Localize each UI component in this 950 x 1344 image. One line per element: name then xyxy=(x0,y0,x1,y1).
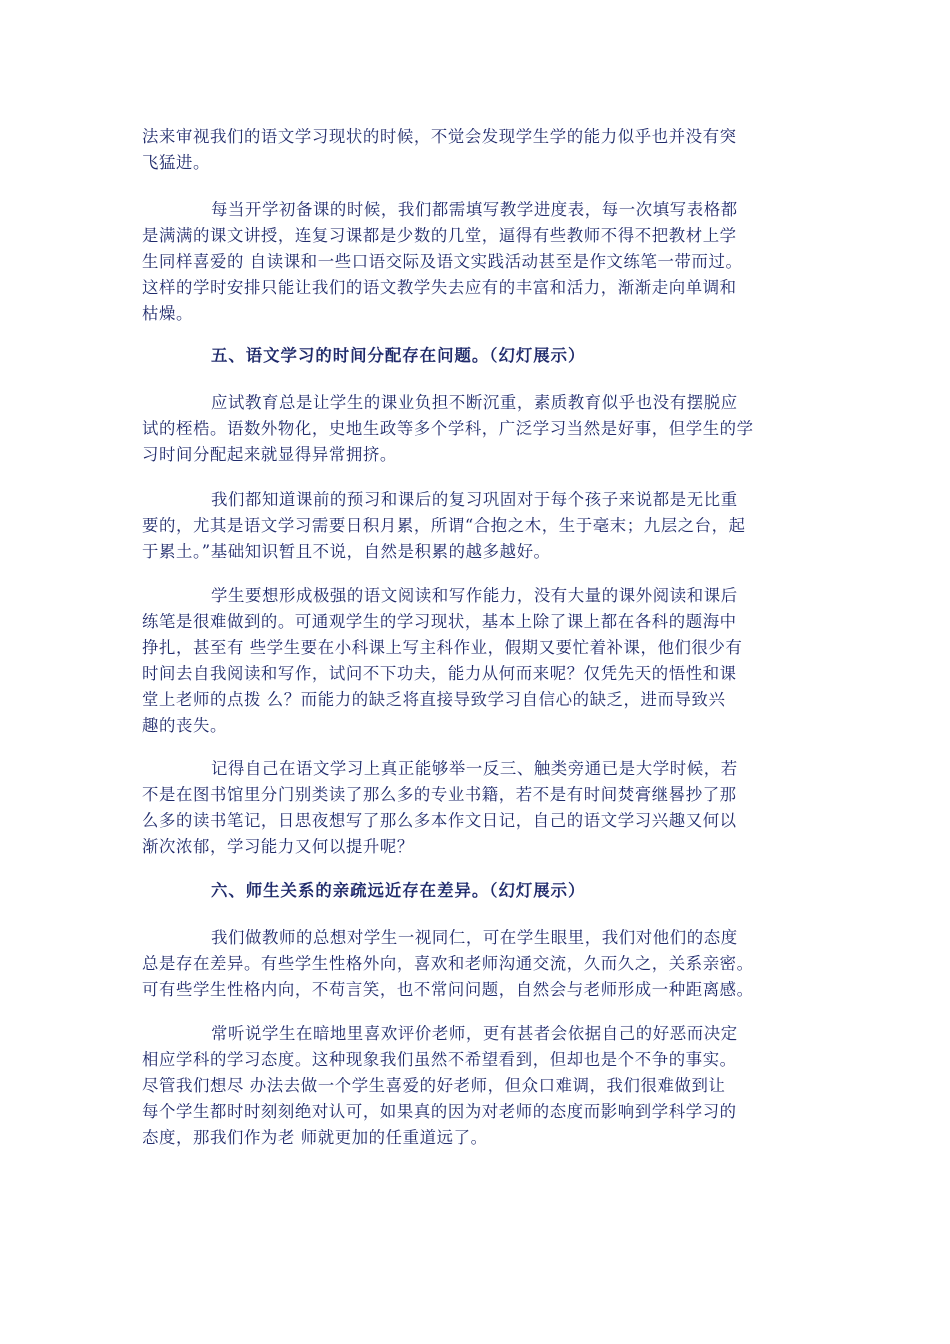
text-line: 我们都知道课前的预习和课后的复习巩固对于每个孩子来说都是无比重 xyxy=(211,490,738,509)
text-line: 常听说学生在暗地里喜欢评价老师，更有甚者会依据自己的好恶而决定 xyxy=(211,1024,738,1043)
text-line: 习时间分配起来就显得异常拥挤。 xyxy=(142,445,397,464)
text-line: 试的桎梏。语数外物化，史地生政等多个学科，广泛学习当然是好事，但学生的学 xyxy=(142,419,754,438)
text-line: 挣扎，甚至有 些学生要在小科课上写主科作业，假期又要忙着补课，他们很少有 xyxy=(142,638,743,657)
text-line: 学生要想形成极强的语文阅读和写作能力，没有大量的课外阅读和课后 xyxy=(211,586,738,605)
paragraph-personal-experience xyxy=(142,756,814,860)
text-line: 相应学科的学习态度。这种现象我们虽然不希望看到，但却也是个不争的事实。 xyxy=(142,1050,737,1069)
heading-text: 五、语文学习的时间分配存在问题。（幻灯展示） xyxy=(211,346,586,365)
text-line: 生同样喜爱的 自读课和一些口语交际及语文实践活动甚至是作文练笔一带而过。 xyxy=(142,252,743,271)
paragraph-continuation xyxy=(142,124,814,176)
paragraph-reading-writing xyxy=(142,583,814,739)
text-line: 态度，那我们作为老 师就更加的任重道远了。 xyxy=(142,1128,488,1147)
text-line: 我们做教师的总想对学生一视同仁，可在学生眼里，我们对他们的态度 xyxy=(211,928,738,947)
text-line: 每个学生都时时刻刻绝对认可，如果真的因为对老师的态度而影响到学科学习的 xyxy=(142,1102,737,1121)
text-line: 不是在图书馆里分门别类读了那么多的专业书籍，若不是有时间焚膏继晷抄了那 xyxy=(142,785,737,804)
paragraph-exam-education xyxy=(142,390,814,468)
text-line: 枯燥。 xyxy=(142,304,193,323)
paragraph-lesson-schedule xyxy=(142,197,814,327)
text-line: 每当开学初备课的时候，我们都需填写教学进度表，每一次填写表格都 xyxy=(211,200,738,219)
text-line: 尽管我们想尽 办法去做一个学生喜爱的好老师，但众口难调，我们很难做到让 xyxy=(142,1076,726,1095)
text-line: 是满满的课文讲授，连复习课都是少数的几堂，逼得有些教师不得不把教材上学 xyxy=(142,226,737,245)
text-line: 趣的丧失。 xyxy=(142,716,227,735)
text-line: 练笔是很难做到的。可通观学生的学习现状，基本上除了课上都在各科的题海中 xyxy=(142,612,737,631)
section-heading-six xyxy=(142,878,814,904)
paragraph-student-evaluation xyxy=(142,1021,814,1151)
paragraph-teacher-attitude xyxy=(142,925,814,1003)
paragraph-preview-review xyxy=(142,487,814,565)
text-line: 应试教育总是让学生的课业负担不断沉重，素质教育似乎也没有摆脱应 xyxy=(211,393,738,412)
text-line: 渐次浓郁，学习能力又何以提升呢？ xyxy=(142,837,414,856)
section-heading-five xyxy=(142,343,814,369)
text-line: 时间去自我阅读和写作，试问不下功夫，能力从何而来呢？仅凭先天的悟性和课 xyxy=(142,664,737,683)
heading-text: 六、师生关系的亲疏远近存在差异。（幻灯展示） xyxy=(211,881,586,900)
text-line: 法来审视我们的语文学习现状的时候，不觉会发现学生学的能力似乎也并没有突 xyxy=(142,127,737,146)
text-line: 堂上老师的点拨 么？而能力的缺乏将直接导致学习自信心的缺乏，进而导致兴 xyxy=(142,690,726,709)
text-line: 要的，尤其是语文学习需要日积月累，所谓“合抱之木，生于毫末；九层之台，起 xyxy=(142,516,746,535)
text-line: 么多的读书笔记，日思夜想写了那么多本作文日记，自己的语文学习兴趣又何以 xyxy=(142,811,737,830)
text-line: 可有些学生性格内向，不苟言笑，也不常问问题，自然会与老师形成一种距离感。 xyxy=(142,980,754,999)
text-line: 飞猛进。 xyxy=(142,153,210,172)
text-line: 这样的学时安排只能让我们的语文教学失去应有的丰富和活力，渐渐走向单调和 xyxy=(142,278,737,297)
text-line: 总是存在差异。有些学生性格外向，喜欢和老师沟通交流，久而久之，关系亲密。 xyxy=(142,954,754,973)
text-line: 于累土。”基础知识暂且不说，自然是积累的越多越好。 xyxy=(142,542,551,561)
text-line: 记得自己在语文学习上真正能够举一反三、触类旁通已是大学时候，若 xyxy=(211,759,738,778)
